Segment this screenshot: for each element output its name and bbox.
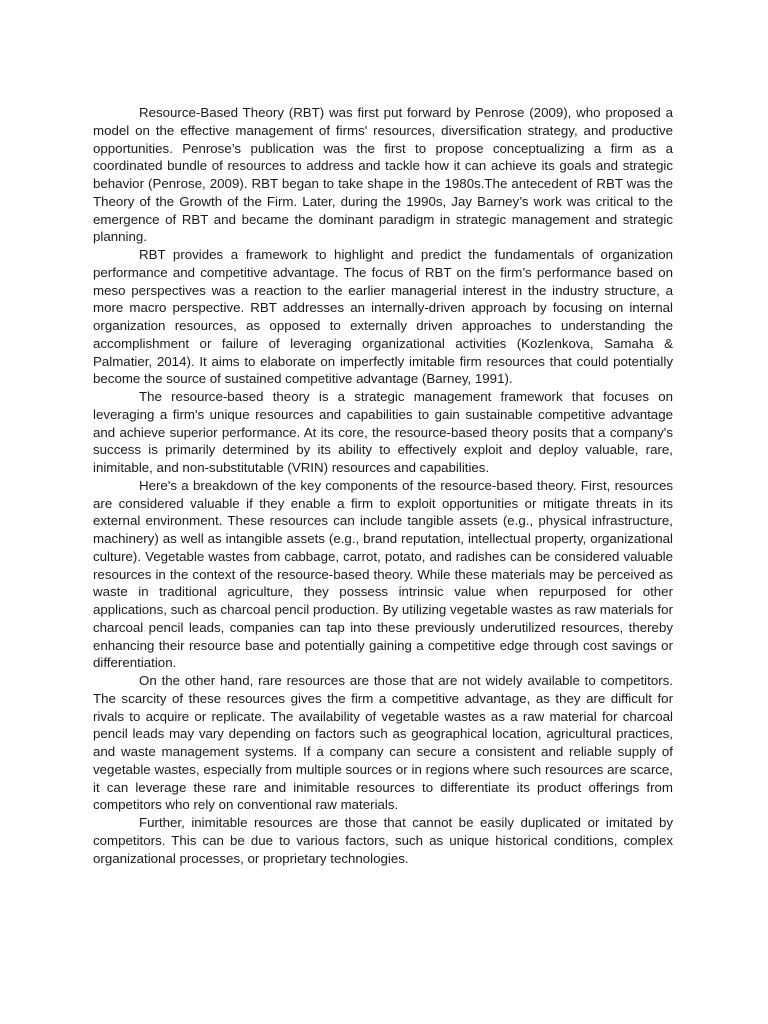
paragraph-resource-based-theory: The resource-based theory is a strategic management framework that focuses on leveraging a firm's unique resources and capabilities to gain sustainable competitive advantage and achieve superior performance. At its core, the resource-based theory posits that a company's success is primarily determined by its ability to effectively exploit and deploy valuable, rare, inimitable, and non-substitutable (VRIN) resources and capabilities. [93,389,673,475]
paragraph-inimitable-resources: Further, inimitable resources are those that cannot be easily duplicated or imitated by competitors. This can be due to various factors, such as unique historical conditions, complex organizational processes, or proprietary technologies. [93,815,673,866]
paragraph-rbt-framework: RBT provides a framework to highlight and predict the fundamentals of organization performance and competitive advantage. The focus of RBT on the firm’s performance based on meso perspectives was a reaction to the earlier managerial interest in the industry structure, a more macro perspective. RBT addresses an internally-driven approach by focusing on internal organization resources, as opposed to externally driven approaches to understanding the accomplishment or failure of leveraging organizational activities (Kozlenkova, Samaha & Palmatier, 2014). It aims to elaborate on imperfectly imitable firm resources that could potentially become the source of sustained competitive advantage (Barney, 1991). [93,247,673,387]
paragraph-rbt-origins: Resource-Based Theory (RBT) was first put forward by Penrose (2009), who proposed a model on the effective management of firms' resources, diversification strategy, and productive opportunities. Penrose’s publication was the first to propose conceptualizing a firm as a coordinated bundle of resources to address and tackle how it can achieve its goals and strategic behavior (Penrose, 2009). RBT began to take shape in the 1980s.The antecedent of RBT was the Theory of the Growth of the Firm. Later, during the 1990s, Jay Barney’s work was critical to the emergence of RBT and became the dominant paradigm in strategic management and strategic planning. [93,105,673,245]
paragraph-rare-resources: On the other hand, rare resources are those that are not widely available to competitors. The scarcity of these resources gives the firm a competitive advantage, as they are difficult for rivals to acquire or replicate. The availability of vegetable wastes as a raw material for charcoal pencil leads may vary depending on factors such as geographical location, agricultural practices, and waste management systems. If a company can secure a consistent and reliable supply of vegetable wastes, especially from multiple sources or in regions where such resources are scarce, it can leverage these rare and inimitable resources to differentiate its product offerings from competitors who rely on conventional raw materials. [93,673,673,813]
document-page [93,104,673,867]
paragraph-valuable-resources: Here's a breakdown of the key components of the resource-based theory. First, resources are considered valuable if they enable a firm to exploit opportunities or mitigate threats in its external environment. These resources can include tangible assets (e.g., physical infrastructure, machinery) as well as intangible assets (e.g., brand reputation, intellectual property, organizational culture). Vegetable wastes from cabbage, carrot, potato, and radishes can be considered valuable resources in the context of the resource-based theory. While these materials may be perceived as waste in traditional agriculture, they possess intrinsic value when repurposed for other applications, such as charcoal pencil production. By utilizing vegetable wastes as raw materials for charcoal pencil leads, companies can tap into these previously underutilized resources, thereby enhancing their resource base and potentially gaining a competitive edge through cost savings or differentiation. [93,477,673,671]
